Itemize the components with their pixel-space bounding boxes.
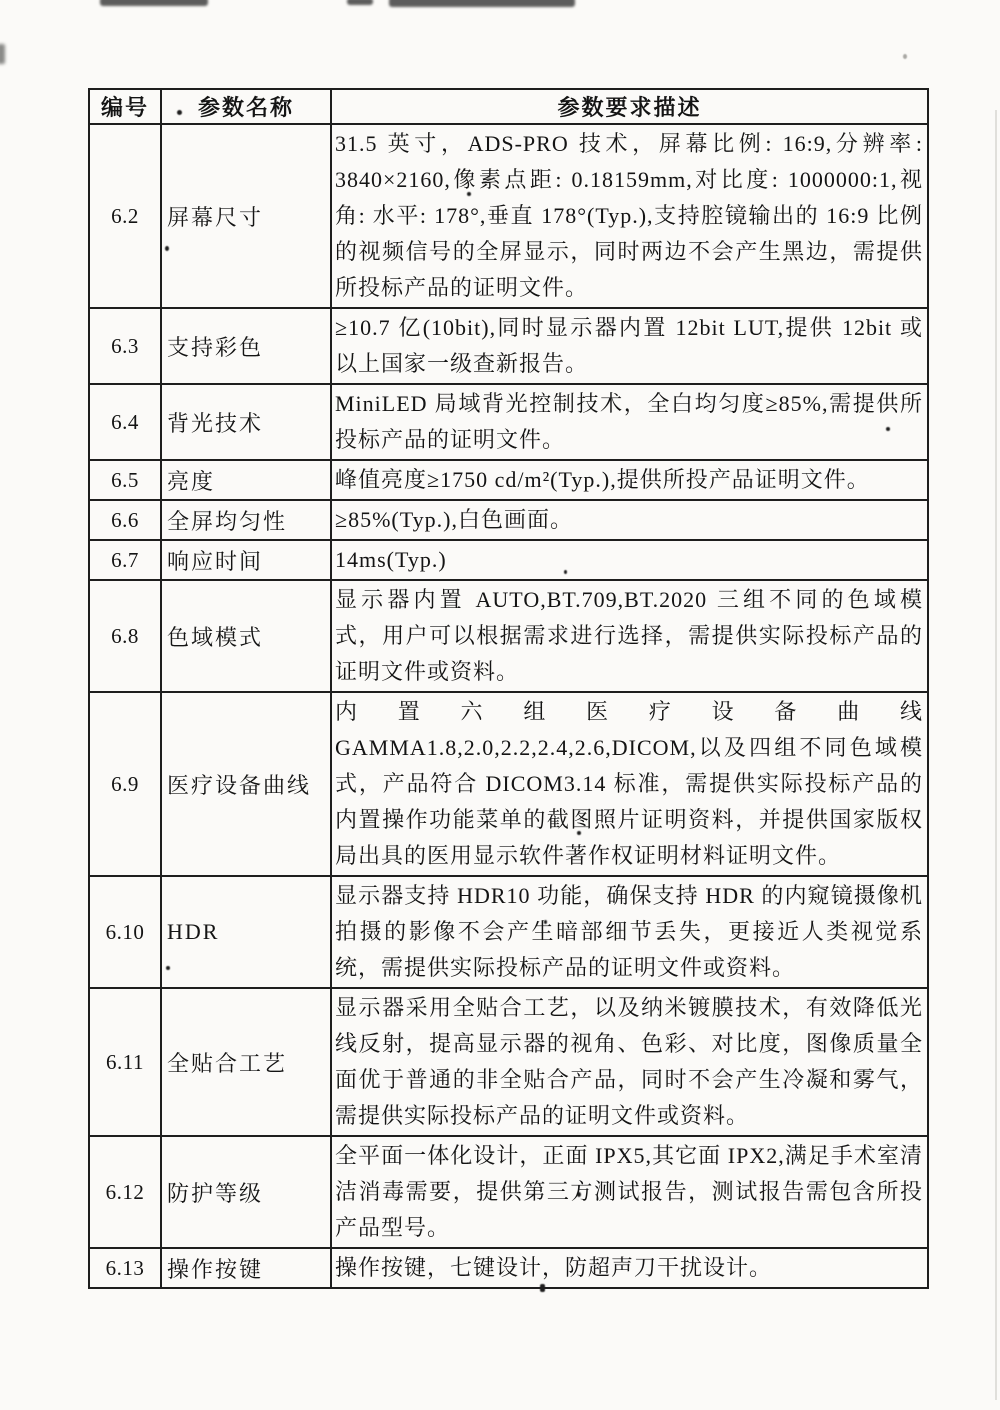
param-desc-cell: 峰值亮度≥1750 cd/m²(Typ.),提供所投产品证明文件。: [331, 460, 928, 500]
table-row: [89, 308, 928, 384]
row-id-cell: 6.11: [89, 988, 161, 1136]
row-id-cell: 6.3: [89, 308, 161, 384]
spec-table: [88, 88, 929, 1289]
table-row: [89, 692, 928, 876]
scan-bleed-artifact: [100, 0, 208, 6]
param-name-cell: 支持彩色: [161, 308, 331, 384]
param-name-cell: 亮度: [161, 460, 331, 500]
param-desc-cell: 显示器内置 AUTO,BT.709,BT.2020 三组不同的色域模式，用户可以根据需求进行选择，需提供实际投标产品的证明文件或资料。: [331, 580, 928, 692]
row-id-cell: 6.2: [89, 124, 161, 308]
table-row: [89, 1136, 928, 1248]
row-id-cell: 6.8: [89, 580, 161, 692]
header-cell-desc: 参数要求描述: [331, 89, 928, 124]
table-row: [89, 580, 928, 692]
row-id-cell: 6.7: [89, 540, 161, 580]
table-row: [89, 500, 928, 540]
param-name-cell: 色域模式: [161, 580, 331, 692]
row-id-cell: 6.10: [89, 876, 161, 988]
table-row: [89, 460, 928, 500]
param-desc-cell: 全平面一体化设计，正面 IPX5,其它面 IPX2,满足手术室清洁消毒需要，提供第三方测试报告，测试报告需包含所投产品型号。: [331, 1136, 928, 1248]
row-id-cell: 6.5: [89, 460, 161, 500]
param-name-cell: 屏幕尺寸: [161, 124, 331, 308]
row-id-cell: 6.13: [89, 1248, 161, 1288]
param-desc-cell: 31.5 英寸，ADS-PRO 技术，屏幕比例: 16:9,分辨率: 3840×2160,像素点距: 0.18159mm,对比度: 1000000:1,视角: 水平: 178°,垂直 178°(Typ.),支持腔镜输出的 16:9 比例的视频信号的全屏显示，同时两边不会产生黑边，需提供所投标产品的证明文件。: [331, 124, 928, 308]
param-desc-cell: 内置六组医疗设备曲线 GAMMA1.8,2.0,2.2,2.4,2.6,DICOM,以及四组不同色域模式，产品符合 DICOM3.14 标准，需提供实际投标产品的内置操作功能菜单的截图照片证明资料，并提供国家版权局出具的医用显示软件著作权证明材料证明文件。: [331, 692, 928, 876]
scan-speck: [903, 54, 907, 59]
table-row: [89, 384, 928, 460]
table-row: [89, 876, 928, 988]
param-desc-cell: ≥10.7 亿(10bit),同时显示器内置 12bit LUT,提供 12bit 或以上国家一级查新报告。: [331, 308, 928, 384]
param-name-cell: 响应时间: [161, 540, 331, 580]
table-row: [89, 988, 928, 1136]
table-row: [89, 540, 928, 580]
param-desc-cell: 显示器支持 HDR10 功能，确保支持 HDR 的内窥镜摄像机拍摄的影像不会产生暗部细节丢失，更接近人类视觉系统，需提供实际投标产品的证明文件或资料。: [331, 876, 928, 988]
table-row: [89, 124, 928, 308]
row-id-cell: 6.6: [89, 500, 161, 540]
scan-bleed-artifact: [347, 0, 373, 5]
param-desc-cell: MiniLED 局域背光控制技术，全白均匀度≥85%,需提供所投标产品的证明文件。: [331, 384, 928, 460]
param-name-cell: HDR: [161, 876, 331, 988]
scan-bleed-artifact: [389, 0, 575, 7]
param-name-cell: 背光技术: [161, 384, 331, 460]
row-id-cell: 6.4: [89, 384, 161, 460]
param-desc-cell: 操作按键，七键设计，防超声刀干扰设计。: [331, 1248, 928, 1288]
row-id-cell: 6.9: [89, 692, 161, 876]
param-name-cell: 全贴合工艺: [161, 988, 331, 1136]
header-cell-id: 编号: [89, 89, 161, 124]
header-row: [89, 89, 928, 124]
param-name-cell: 防护等级: [161, 1136, 331, 1248]
param-name-cell: 操作按键: [161, 1248, 331, 1288]
param-desc-cell: 显示器采用全贴合工艺，以及纳米镀膜技术，有效降低光线反射，提高显示器的视角、色彩、对比度，图像质量全面优于普通的非全贴合产品，同时不会产生冷凝和雾气，需提供实际投标产品的证明文件或资料。: [331, 988, 928, 1136]
row-id-cell: 6.12: [89, 1136, 161, 1248]
param-name-cell: 全屏均匀性: [161, 500, 331, 540]
table-row: [89, 1248, 928, 1288]
scan-edge-mark: [0, 44, 5, 64]
param-desc-cell: 14ms(Typ.): [331, 540, 928, 580]
paper-edge-shadow: [995, 110, 997, 1400]
param-desc-cell: ≥85%(Typ.),白色画面。: [331, 500, 928, 540]
param-name-cell: 医疗设备曲线: [161, 692, 331, 876]
header-cell-name: 参数名称: [161, 89, 331, 124]
